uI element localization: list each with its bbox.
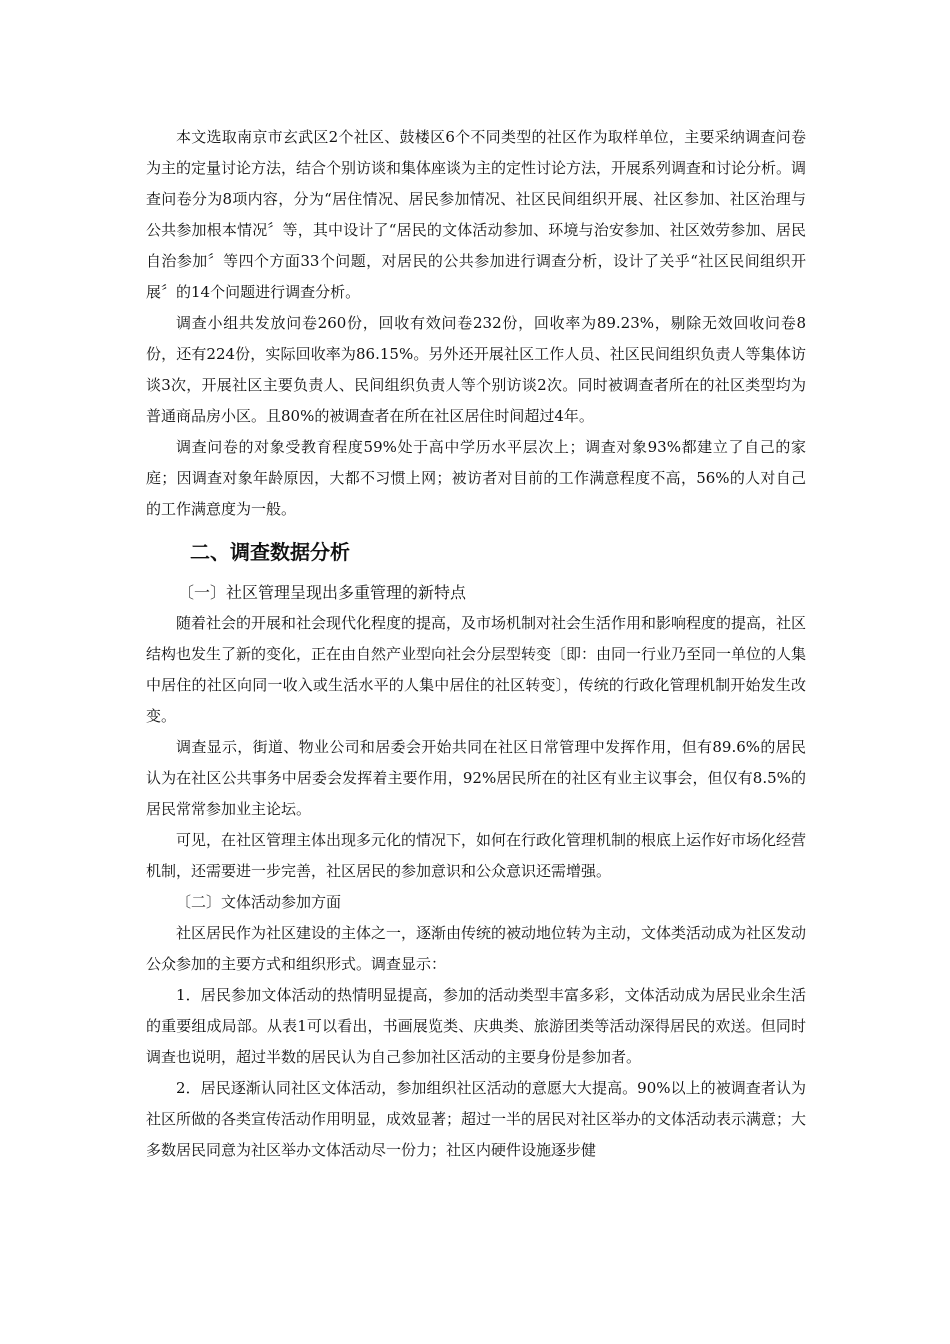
subsection-1-title: 〔一〕社区管理呈现出多重管理的新特点 — [178, 583, 467, 602]
subsection-2-paragraph-3: 2．居民逐渐认同社区文体活动，参加组织社区活动的意愿大大提高。90%以上的被调查者认为社区所做的各类宣传活动作用明显，成效显著；超过一半的居民对社区举办的文体活动表示满意；大多数居民同意为社区举办文体活动尽一份力；社区内硬件设施逐步健 — [146, 1079, 807, 1159]
subsection-2-paragraph-1: 社区居民作为社区建设的主体之一，逐渐由传统的被动地位转为主动，文体类活动成为社区发动公众参加的主要方式和组织形式。调查显示： — [146, 924, 807, 973]
intro-paragraph-2: 调查小组共发放问卷260份，回收有效问卷232份，回收率为89.23%，剔除无效回收问卷8份，还有224份，实际回收率为86.15%。另外还开展社区工作人员、社区民间组织负责人等集体访谈3次，开展社区主要负责人、民间组织负责人等个别访谈2次。同时被调查者所在的社区类型均为普通商品房小区。且80%的被调查者在所在社区居住时间超过4年。 — [146, 314, 806, 425]
subsection-1-paragraph-3: 可见，在社区管理主体出现多元化的情况下，如何在行政化管理机制的根底上运作好市场化经营机制，还需要进一步完善，社区居民的参加意识和公众意识还需增强。 — [146, 831, 807, 880]
document-page — [146, 122, 806, 1166]
section-heading: 二、调查数据分析 — [190, 540, 350, 564]
subsection-1-paragraph-2: 调查显示，街道、物业公司和居委会开始共同在社区日常管理中发挥作用，但有89.6%的居民认为在社区公共事务中居委会发挥着主要作用，92%居民所在的社区有业主议事会，但仅有8.5%的居民常常参加业主论坛。 — [146, 738, 806, 818]
subsection-1-paragraph-1: 随着社会的开展和社会现代化程度的提高，及市场机制对社会生活作用和影响程度的提高，社区结构也发生了新的变化，正在由自然产业型向社会分层型转变〔即：由同一行业乃至同一单位的人集中居住的社区向同一收入或生活水平的人集中居住的社区转变〕，传统的行政化管理机制开始发生改变。 — [146, 614, 807, 725]
intro-paragraph-3: 调查问卷的对象受教育程度59%处于高中学历水平层次上；调查对象93%都建立了自己的家庭；因调查对象年龄原因，大都不习惯上网；被访者对目前的工作满意程度不高，56%的人对自己的工作满意度为一般。 — [146, 438, 806, 518]
intro-paragraph-1: 本文选取南京市玄武区2个社区、鼓楼区6个不同类型的社区作为取样单位，主要采纳调查问卷为主的定量讨论方法，结合个别访谈和集体座谈为主的定性讨论方法，开展系列调查和讨论分析。调查问卷分为8项内容，分为“居住情况、居民参加情况、社区民间组织开展、社区参加、社区治理与公共参加根本情况〞等，其中设计了“居民的文体活动参加、环境与治安参加、社区效劳参加、居民自治参加〞等四个方面33个问题，对居民的公共参加进行调查分析，设计了关乎“社区民间组织开展〞的14个问题进行调查分析。 — [146, 128, 807, 301]
subsection-2-title: 〔二〕文体活动参加方面 — [176, 893, 342, 911]
subsection-2-paragraph-2: 1．居民参加文体活动的热情明显提高，参加的活动类型丰富多彩，文体活动成为居民业余生活的重要组成局部。从表1可以看出，书画展览类、庆典类、旅游团类等活动深得居民的欢送。但同时调查也说明，超过半数的居民认为自己参加社区活动的主要身份是参加者。 — [146, 986, 806, 1066]
